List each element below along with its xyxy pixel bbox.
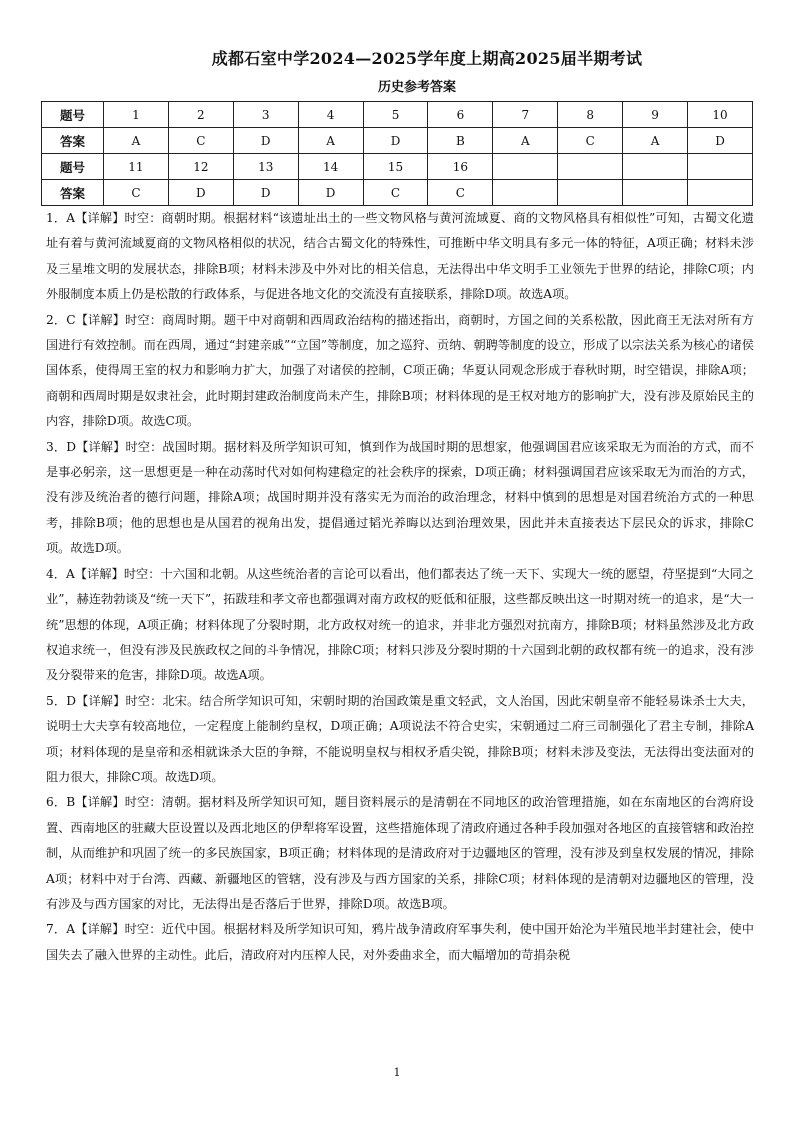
table-cell: C [428,180,493,206]
table-cell: 答案 [42,180,104,206]
table-cell [623,154,688,180]
explanation-paragraph: 2．C【详解】时空：商周时期。题干中对商朝和西周政治结构的描述指出，商朝时，方国之间的关系松散，因此商王无法对所有方国进行有效控制。而在西周，通过“封建亲戚”“立国”等制度，加之巡狩、贡纳、朝聘等制度的设立，形成了以宗法关系为核心的诸侯国体系，使得周王室的权力和影响力扩大，加强了对诸侯的控制，C项正确；华夏认同观念形成于春秋时期，时空错误，排除A项；商朝和西周时期是奴隶社会，此时期封建政治制度尚未产生，排除B项；材料体现的是王权对地方的影响扩大，没有涉及原始民主的内容，排除D项。故选C项。 [46,312,754,429]
table-cell: 7 [493,102,558,128]
table-cell: 4 [298,102,363,128]
table-cell [493,180,558,206]
table-cell: 13 [233,154,298,180]
answer-table [41,101,753,206]
table-cell: C [104,180,169,206]
table-cell: C [363,180,428,206]
explanation-paragraph: 7．A【详解】时空：近代中国。根据材料及所学知识可知，鸦片战争清政府军事失利，使中国开始沦为半殖民地半封建社会，使中国失去了融入世界的主动性。此后，清政府对内压榨人民，对外委曲求全，而大幅增加的苛捐杂税 [46,922,754,962]
table-cell [688,180,753,206]
explanation-paragraph: 1．A【详解】时空：商朝时期。根据材料“该遗址出土的一些文物风格与黄河流域夏、商的文物风格具有相似性”可知，古蜀文化遗址有着与黄河流域夏商的文物风格相似的状况，结合古蜀文化的特殊性，可推断中华文明具有多元一体的特征，A项正确；材料未涉及三星堆文明的发展状态，排除B项；材料未涉及中外对比的相关信息，无法得出中华文明手工业领先于世界的结论，排除C项；内外服制度本质上仍是松散的行政体系，与促进各地文化的交流没有直接联系，排除D项。故选A项。 [46,211,754,302]
table-cell: 15 [363,154,428,180]
table-cell: C [558,128,623,154]
table-cell: 6 [428,102,493,128]
explanations-section [46,206,754,968]
table-cell [558,180,623,206]
table-cell: 5 [363,102,428,128]
table-cell [493,154,558,180]
table-row [42,128,753,154]
explanation-paragraph: 3．D【详解】时空：战国时期。据材料及所学知识可知，慎到作为战国时期的思想家，他强调国君应该采取无为而治的方式，而不是事必躬亲，这一思想更是一种在动荡时代对如何构建稳定的社会秩序的探索，D项正确；材料强调国君应该采取无为而治的方式，没有涉及统治者的德行问题，排除A项；战国时期并没有落实无为而治的政治理念，材料中慎到的思想是对国君统治方式的一种思考，排除B项；他的思想也是从国君的视角出发，提倡通过韬光养晦以达到治理效果，因此并未直接表达下层民众的诉求，排除C项。故选D项。 [46,439,754,556]
table-row [42,180,753,206]
table-cell: B [428,128,493,154]
table-cell: 答案 [42,128,104,154]
table-cell: 题号 [42,102,104,128]
table-cell: D [168,180,233,206]
table-cell: A [298,128,363,154]
table-cell: 11 [104,154,169,180]
table-cell: D [298,180,363,206]
table-cell: 3 [233,102,298,128]
table-cell [623,180,688,206]
table-cell: 10 [688,102,753,128]
table-cell [688,154,753,180]
explanation-paragraph: 4．A【详解】时空：十六国和北朝。从这些统治者的言论可以看出，他们都表达了统一天下、实现大一统的愿望，苻坚提到“大同之业”，赫连勃勃谈及“统一天下”，拓跋珪和孝文帝也都强调对南方政权的贬低和征服，这些都反映出这一时期对统一的追求，是“大一统”思想的体现，A项正确；材料体现了分裂时期，北方政权对统一的追求，并非北方强烈对抗南方，排除B项；材料虽然涉及北方政权追求统一，但没有涉及民族政权之间的斗争情况，排除C项；材料只涉及分裂时期的十六国到北朝的政权都有统一的追求，没有涉及分裂带来的危害，排除D项。故选A项。 [46,566,754,683]
table-cell: 1 [104,102,169,128]
table-cell: 题号 [42,154,104,180]
table-cell: D [688,128,753,154]
table-cell: D [363,128,428,154]
table-cell: 12 [168,154,233,180]
table-cell: 2 [168,102,233,128]
table-row [42,102,753,128]
table-cell: D [233,128,298,154]
page-number: 1 [393,1066,401,1079]
table-cell: A [493,128,558,154]
table-cell: A [623,128,688,154]
table-cell: 14 [298,154,363,180]
explanation-paragraph: 5．D【详解】时空：北宋。结合所学知识可知，宋朝时期的治国政策是重文轻武，文人治国，因此宋朝皇帝不能轻易诛杀士大夫，说明士大夫享有较高地位，一定程度上能制约皇权，D项正确；A项说法不符合史实，宋朝通过二府三司制强化了君主专制，排除A项；材料体现的是皇帝和丞相就诛杀大臣的争辩，不能说明皇权与相权矛盾尖锐，排除B项；材料未涉及变法，无法得出变法面对的阻力很大，排除C项。故选D项。 [46,693,754,784]
table-cell: C [168,128,233,154]
table-cell: A [104,128,169,154]
table-cell: 16 [428,154,493,180]
document-subtitle: 历史参考答案 [377,80,456,95]
table-cell: 8 [558,102,623,128]
document-title: 成都石室中学2024—2025学年度上期高2025届半期考试 [211,49,643,68]
table-row [42,154,753,180]
table-cell: 9 [623,102,688,128]
explanation-paragraph: 6．B【详解】时空：清朝。据材料及所学知识可知，题目资料展示的是清朝在不同地区的政治管理措施，如在东南地区的台湾府设置、西南地区的驻藏大臣设置以及西北地区的伊犁将军设置，这些措施体现了清政府通过各种手段加强对各地区的直接管辖和政治控制，从而维护和巩固了统一的多民族国家，B项正确；材料体现的是清政府对于边疆地区的管理，没有涉及到皇权发展的情况，排除A项；材料中对于台湾、西藏、新疆地区的管辖，没有涉及与西方国家的关系，排除C项；材料体现的是清朝对边疆地区的管理，没有涉及与西方国家的对比，无法得出是否落后于世界，排除D项。故选B项。 [46,795,754,911]
table-cell: D [233,180,298,206]
table-cell [558,154,623,180]
